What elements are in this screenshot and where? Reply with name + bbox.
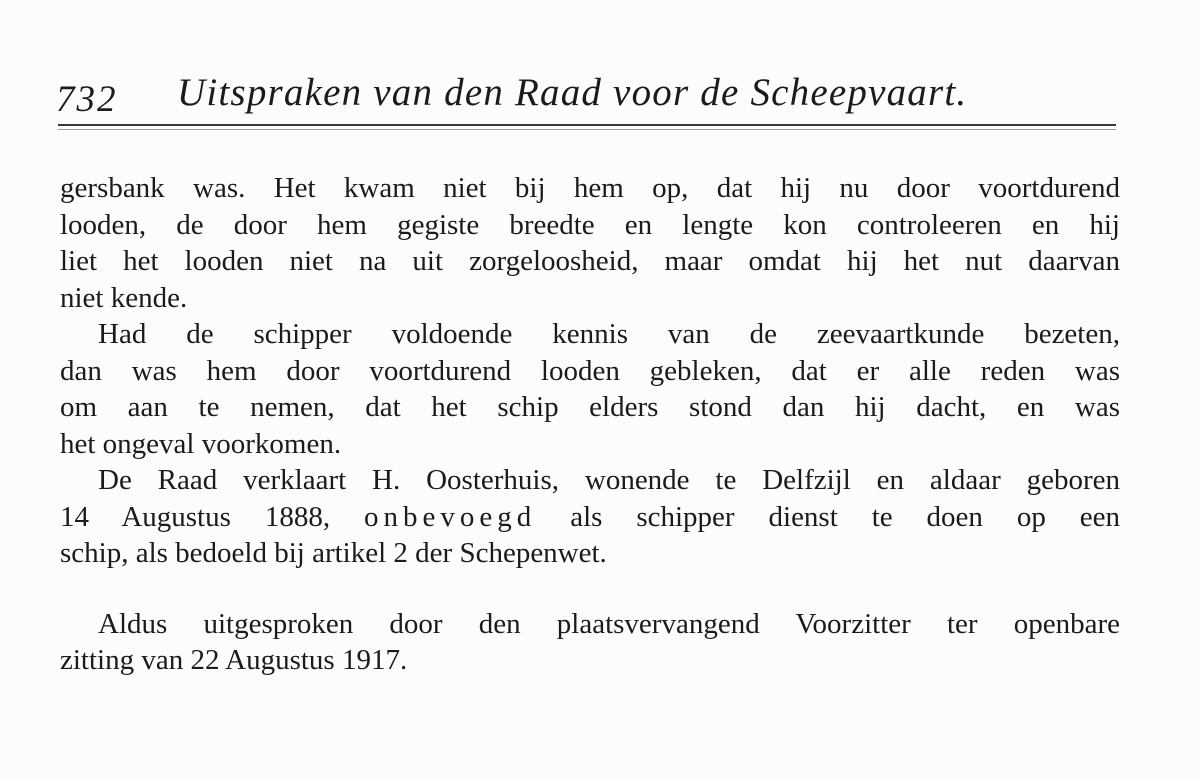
text-line-verdict [60, 499, 1120, 536]
header-rule-thin [58, 129, 1116, 130]
text-line: Had de schipper voldoende kennis van de zeevaartkunde bezeten, [98, 318, 1120, 350]
body-text [60, 170, 1120, 679]
text-line: zitting van 22 Augustus 1917. [60, 644, 408, 676]
text-line: het ongeval voorkomen. [60, 427, 342, 460]
paragraph-continuation [60, 170, 1120, 316]
page-number: 732 [56, 79, 118, 120]
verdict-rest: als schipper dienst te doen op een [570, 500, 1121, 533]
text-line: om aan te nemen, dat het schip elders stond dan hij dacht, en was [60, 391, 1120, 423]
text-line: looden, de door hem gegiste breedte en lengte kon controleeren en hij [60, 208, 1120, 241]
header-rule [58, 124, 1116, 126]
paragraph-schipper [60, 316, 1120, 462]
running-title: Uitspraken van den Raad voor de Scheepvaart. [177, 71, 968, 114]
verdict-term: onbevoegd [364, 500, 537, 533]
text-line: niet kende. [60, 281, 188, 314]
text-line: gersbank was. Het kwam niet bij hem op, dat hij nu door voortdurend [60, 172, 1120, 204]
paragraph-gap [60, 572, 1120, 606]
text-line: Aldus uitgesproken door den plaatsvervangend Voorzitter ter openbare [98, 607, 1120, 640]
page-header [56, 70, 1116, 120]
text-line: dan was hem door voortdurend looden gebleken, dat er alle reden was [60, 354, 1120, 387]
text-line: schip, als bedoeld bij artikel 2 der Schepenwet. [60, 537, 607, 569]
text-line: liet het looden niet na uit zorgeloosheid, maar omdat hij het nut daarvan [60, 245, 1120, 277]
paragraph-verdict [60, 462, 1120, 572]
text-line: De Raad verklaart H. Oosterhuis, wonende te Delfzijl en aldaar geboren [98, 464, 1120, 496]
paragraph-closing [60, 606, 1120, 679]
verdict-date: 14 Augustus 1888, [60, 500, 331, 533]
